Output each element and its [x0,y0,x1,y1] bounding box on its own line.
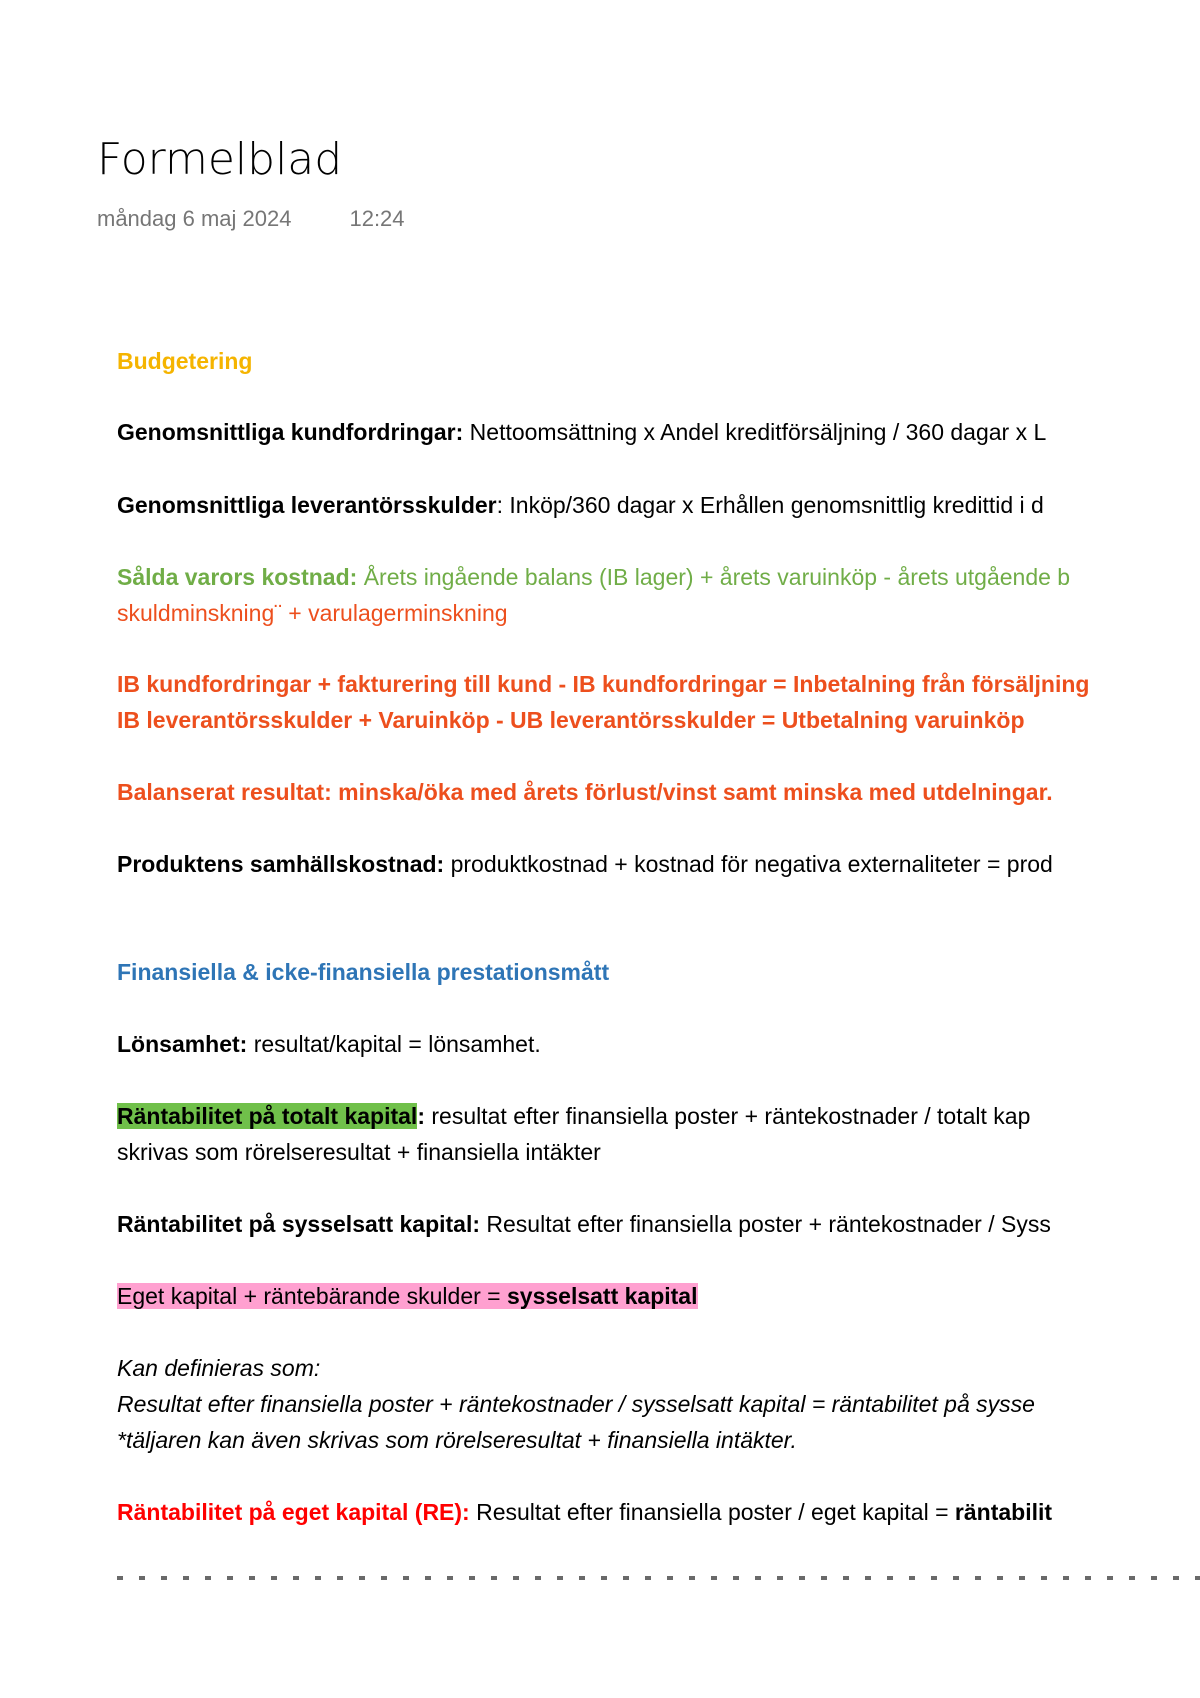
label-rt-totalt-kapital: Räntabilitet på totalt kapital [117,1103,418,1129]
page-date: måndag 6 maj 2024 [97,206,292,231]
line-rt-totalt-kapital-2: skrivas som rörelseresultat + finansiella intäkter [117,1139,601,1165]
label-leverantorsskulder: Genomsnittliga leverantörsskulder [117,492,497,518]
line-samhallskostnad: Produktens samhällskostnad: produktkostnad + kostnad för negativa externaliteter = prod [117,851,1053,877]
line-lonsamhet: Lönsamhet: resultat/kapital = lönsamhet. [117,1031,541,1057]
line-leverantorsskulder: Genomsnittliga leverantörsskulder: Inköp/360 dagar x Erhållen genomsnittlig kredittid i d [117,492,1044,518]
label-rt-eget-kapital: Räntabilitet på eget kapital (RE): [117,1499,470,1525]
line-rt-totalt-kapital: Räntabilitet på totalt kapital: resultat efter finansiella poster + räntekostnader / totalt kap [117,1103,1031,1129]
line-taljaren: *täljaren kan även skrivas som rörelseresultat + finansiella intäkter. [117,1427,797,1453]
line-rt-sysselsatt-kapital: Räntabilitet på sysselsatt kapital: Resultat efter finansiella poster + räntekostnader / Syss [117,1211,1051,1237]
line-skuldminskning: skuldminskning¨ + varulagerminskning [117,600,508,626]
page-title: Formelblad [97,134,343,185]
cut-off-line [117,1576,1200,1580]
line-salda-varors-kostnad: Sålda varors kostnad: Årets ingående balans (IB lager) + årets varuinköp - årets utgående b [117,564,1071,590]
line-ib-kundfordringar: IB kundfordringar + fakturering till kund - IB kundfordringar = Inbetalning från försäljning [117,671,1090,697]
page-time: 12:24 [349,206,405,231]
label-rt-sysselsatt-kapital: Räntabilitet på sysselsatt kapital: [117,1211,481,1237]
label-lonsamhet: Lönsamhet: [117,1031,248,1057]
heading-prestationsmatt: Finansiella & icke-finansiella prestationsmått [117,959,610,985]
heading-budgetering: Budgetering [117,348,253,374]
line-eget-kapital [117,1278,698,1314]
highlight-eget-kapital: Eget kapital + räntebärande skulder = sysselsatt kapital [117,1283,698,1309]
line-kan-definieras: Kan definieras som: [117,1355,321,1381]
label-samhallskostnad: Produktens samhällskostnad: [117,851,445,877]
line-resultat-sysselsatt: Resultat efter finansiella poster + räntekostnader / sysselsatt kapital = räntabilitet på sysse [117,1391,1035,1417]
line-rt-eget-kapital: Räntabilitet på eget kapital (RE): Resultat efter finansiella poster / eget kapital = räntabilit [117,1499,1053,1525]
line-kundfordringar: Genomsnittliga kundfordringar: Nettoomsättning x Andel kreditförsäljning / 360 dagar x L [117,419,1047,445]
page-date-time [97,206,405,232]
line-balanserat-resultat: Balanserat resultat: minska/öka med årets förlust/vinst samt minska med utdelningar. [117,779,1053,805]
label-kundfordringar: Genomsnittliga kundfordringar: [117,419,464,445]
line-ib-leverantorsskulder: IB leverantörsskulder + Varuinköp - UB leverantörsskulder = Utbetalning varuinköp [117,707,1025,733]
label-salda-varors-kostnad: Sålda varors kostnad: [117,564,358,590]
